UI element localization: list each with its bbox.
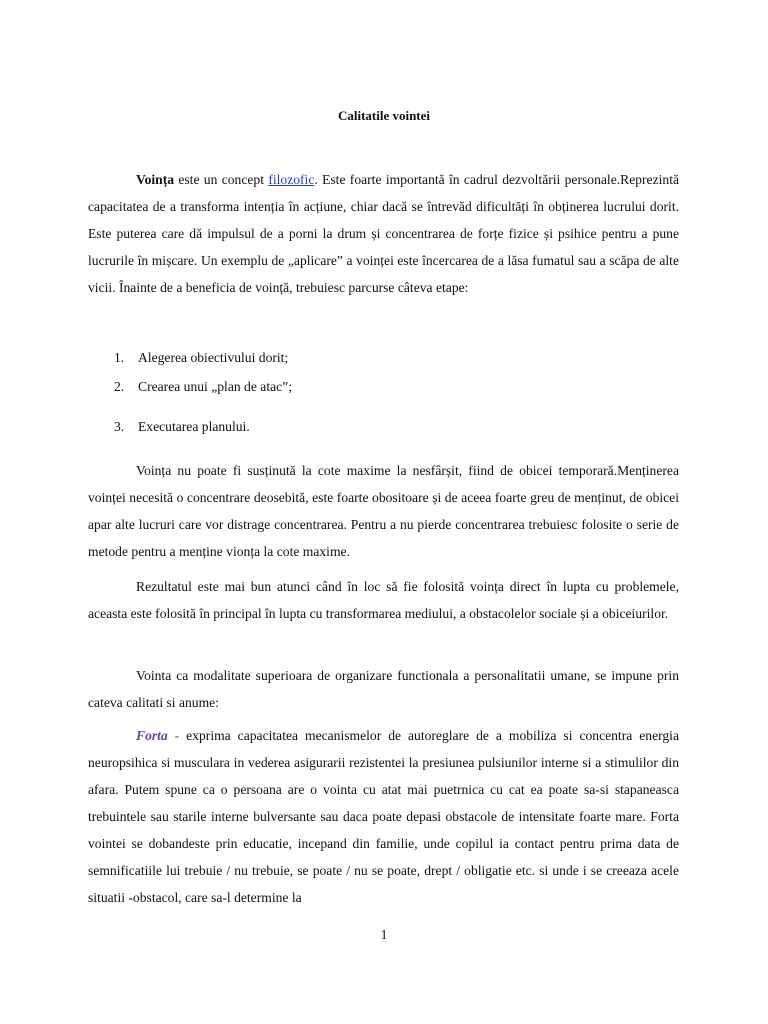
link-filozofic[interactable]: filozofic (268, 172, 315, 187)
list-item (114, 350, 288, 366)
paragraph-qualities-intro: Vointa ca modalitate superioara de organizare functionala a personalitatii umane, se impune prin cateva calitati si anume: (88, 668, 679, 710)
list-item (114, 379, 292, 395)
list-text: Executarea planului. (138, 419, 250, 434)
bold-term-vointa: Voința (136, 172, 175, 187)
paragraph-maintenance: Voința nu poate fi susținută la cote maxime la nesfârșit, fiind de obicei temporară.Menținerea voinței necesită o concentrare deosebită, este foarte obositoare și de aceea foarte greu de menținut, de obicei apar alte lucruri care vor distrage concentrarea. Pentru a nu pierde concentrarea trebuiesc folosite o serie de metode pentru a menține vionța la cote maxime. (88, 463, 679, 559)
forta-text: exprima capacitatea mecanismelor de autoreglare de a mobiliza si concentra energia neuropsihica si musculara in vederea asigurarii rezistentei la presiunea pulsiunilor interne si a stimulilor din afara. Putem spune ca o persoana are o vointa cu atat mai puetrnica cu cat ea poate sa-si stapaneasca trebuintele sau starile interne bulversante sau daca poate depasi obstacole de intensitate foarte mare. Forta vointei se dobandeste prin educatie, incepand din familie, unde copilul ia contact pentru prima data de semnificatiile lui trebuie / nu trebuie, se poate / nu se poate, drept / obligatie etc. si unde i se creeaza acele situatii -obstacol, care sa-l determine la (88, 728, 679, 905)
paragraph-forta (88, 722, 679, 911)
document-title: Calitatile vointei (337, 108, 431, 123)
intro-text-after-link: . Este foarte importantă în cadrul dezvoltării personale.Reprezintă capacitatea de a transforma intenția în acțiune, chiar dacă se întrevăd dificultăți în obținerea lucrului dorit. Este puterea care dă impulsul de a porni la drum și concentrarea de forțe fizice și psihice pentru a pune lucrurile în mișcare. Un exemplu de „aplicare” a voinței este încercarea de a lăsa fumatul sau a scăpa de alte vicii. Înainte de a beneficia de voință, trebuiesc parcurse câteva etape: (88, 172, 679, 295)
list-number: 2. (114, 379, 125, 394)
list-number: 3. (114, 419, 125, 434)
paragraph-intro (88, 166, 679, 301)
list-item (114, 419, 250, 435)
list-number: 1. (114, 350, 125, 365)
list-text: Alegerea obiectivului dorit; (138, 350, 289, 365)
list-text: Crearea unui „plan de atac”; (138, 379, 292, 394)
intro-text-before-link: este un concept (174, 172, 269, 187)
paragraph-result: Rezultatul este mai bun atunci când în loc să fie folosită voința direct în lupta cu problemele, aceasta este folosită în principal în lupta cu transformarea mediului, a obstacolelor sociale și a obiceiurilor. (88, 579, 679, 621)
term-forta: Forta - (136, 728, 180, 743)
page-number: 1 (380, 927, 388, 942)
